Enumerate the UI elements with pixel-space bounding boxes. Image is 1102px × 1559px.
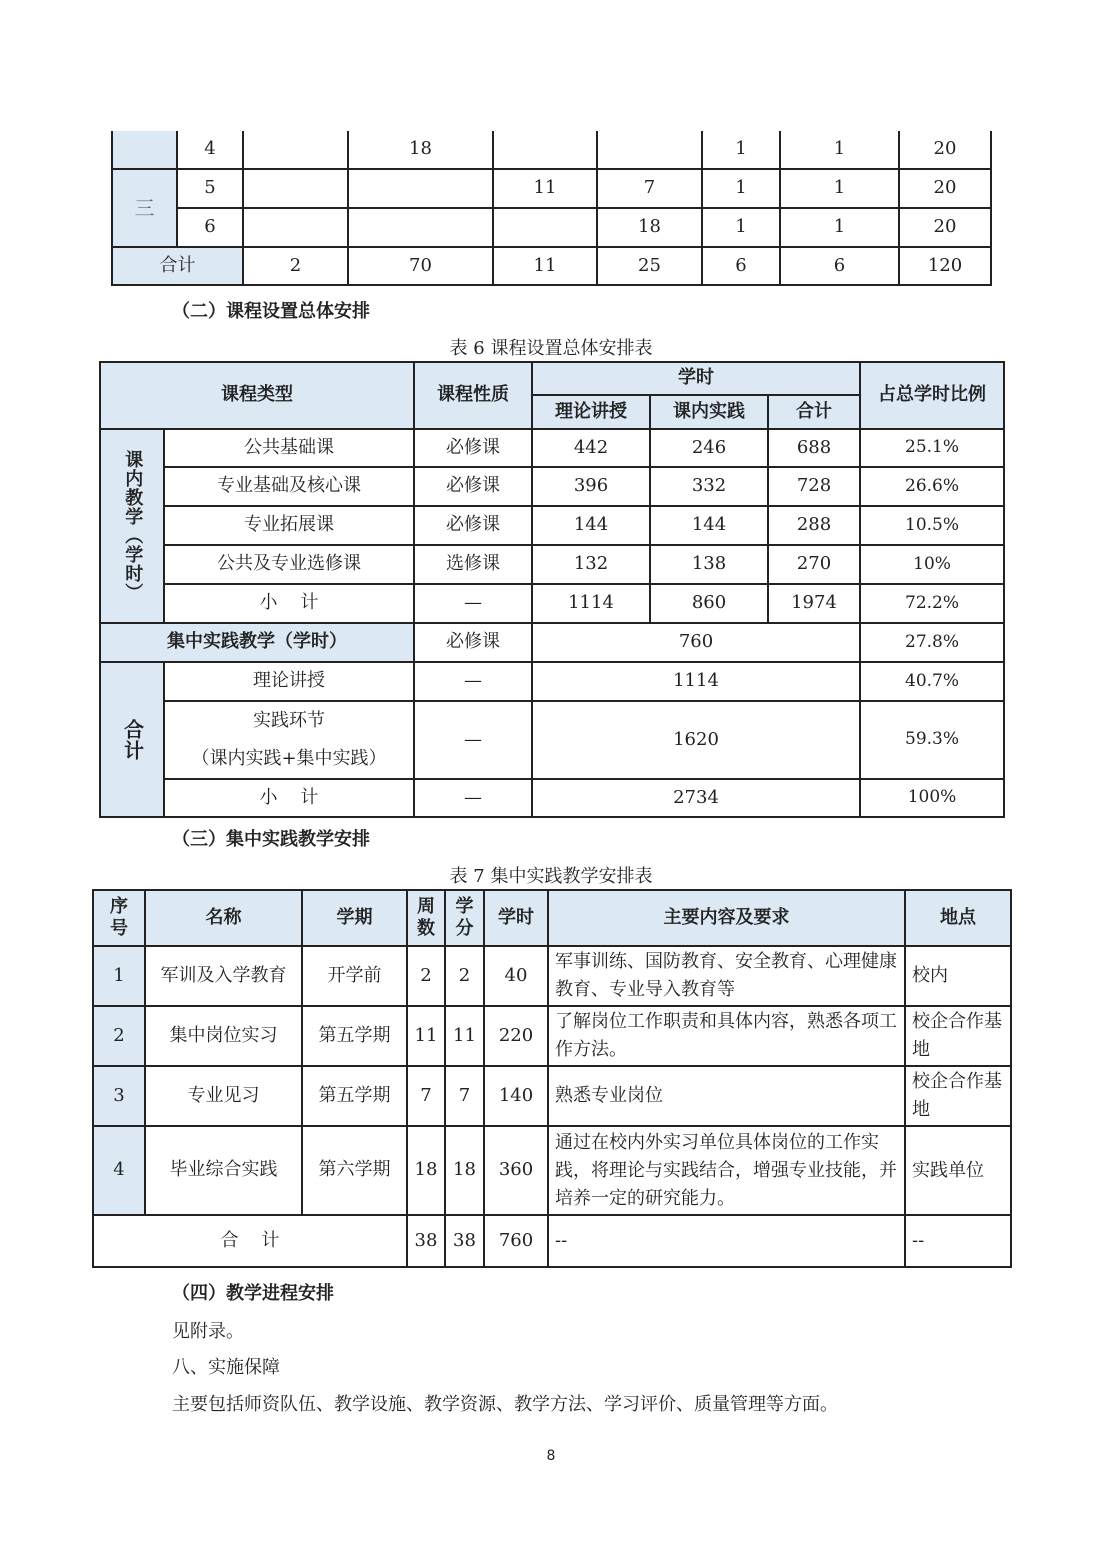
table-row — [100, 701, 1004, 779]
table-cell: 10% — [860, 545, 1004, 584]
table-row — [112, 208, 991, 247]
table-cell: 军事训练、国防教育、安全教育、心理健康教育、专业导入教育等 — [548, 946, 905, 1006]
table-cell: 20 — [899, 208, 991, 247]
term-cell: 4 — [177, 131, 243, 169]
table-cell: 必修课 — [414, 623, 532, 662]
section-heading: （四）教学进程安排 — [172, 1283, 334, 1304]
table-cell: 1 — [780, 208, 899, 247]
table-cell: 1974 — [768, 584, 860, 623]
table-caption: 表 7 集中实践教学安排表 — [449, 866, 653, 887]
table-cell: 必修课 — [414, 429, 532, 467]
year-cell — [112, 131, 177, 169]
header-term: 学期 — [302, 890, 407, 946]
table-cell: 选修课 — [414, 545, 532, 584]
table-row — [93, 1215, 1011, 1267]
table-cell: 728 — [768, 467, 860, 506]
course-name-line: （课内实践+集中实践） — [191, 748, 387, 769]
table-row — [93, 1066, 1011, 1126]
table-cell: 1114 — [532, 662, 860, 701]
table-cell: 25 — [597, 247, 702, 285]
row-number: 2 — [93, 1006, 145, 1066]
table-header-row — [93, 890, 1011, 946]
table-cell: 59.3% — [860, 701, 1004, 779]
table-cell: 专业见习 — [145, 1066, 302, 1126]
course-name: 专业基础及核心课 — [164, 467, 414, 506]
table-7-practice-schedule — [92, 889, 1012, 1268]
table-cell: 70 — [348, 247, 493, 285]
table-cell: 2 — [445, 946, 484, 1006]
table-cell: 138 — [650, 545, 768, 584]
table-cell: 860 — [650, 584, 768, 623]
section-heading: （二）课程设置总体安排 — [172, 301, 370, 322]
course-name: 理论讲授 — [164, 662, 414, 701]
header-nature: 课程性质 — [414, 362, 532, 429]
table-cell: 18 — [407, 1126, 445, 1215]
course-name: 公共及专业选修课 — [164, 545, 414, 584]
table-cell: -- — [548, 1215, 905, 1267]
table-cell: 2 — [243, 247, 348, 285]
table-cell: 140 — [484, 1066, 548, 1126]
paragraph: 主要包括师资队伍、教学设施、教学资源、教学方法、学习评价、质量管理等方面。 — [172, 1394, 838, 1415]
table-row — [100, 545, 1004, 584]
term-cell: 5 — [177, 169, 243, 208]
table-cell: 38 — [407, 1215, 445, 1267]
table-row — [100, 429, 1004, 467]
table-5-continuation — [111, 131, 992, 286]
table-cell: 760 — [484, 1215, 548, 1267]
table-cell: 120 — [899, 247, 991, 285]
table-cell: — — [414, 779, 532, 817]
header-type: 课程类型 — [100, 362, 414, 429]
table-cell: 7 — [407, 1066, 445, 1126]
paragraph: 见附录。 — [172, 1321, 244, 1342]
table-cell: 毕业综合实践 — [145, 1126, 302, 1215]
table-cell: 38 — [445, 1215, 484, 1267]
table-cell: 144 — [650, 506, 768, 545]
table-cell — [348, 169, 493, 208]
table-cell: 1 — [702, 208, 780, 247]
header-hours: 学时 — [532, 362, 860, 395]
table-cell: 6 — [780, 247, 899, 285]
table-cell: 132 — [532, 545, 650, 584]
table-cell: 1 — [702, 131, 780, 169]
course-name: 专业拓展课 — [164, 506, 414, 545]
subtotal-label: 小 计 — [164, 779, 414, 817]
table-header-row — [100, 362, 1004, 395]
table-cell: 校企合作基地 — [905, 1066, 1011, 1126]
table-row — [100, 506, 1004, 545]
table-cell: 10.5% — [860, 506, 1004, 545]
subtotal-label: 小 计 — [164, 584, 414, 623]
table-cell — [243, 208, 348, 247]
table-cell: 332 — [650, 467, 768, 506]
header-credits — [445, 890, 484, 946]
table-row — [100, 662, 1004, 701]
row-number: 1 — [93, 946, 145, 1006]
header-place: 地点 — [905, 890, 1011, 946]
table-row — [93, 1126, 1011, 1215]
table-cell: 27.8% — [860, 623, 1004, 662]
year-cell: 三 — [112, 169, 177, 247]
section-heading: （三）集中实践教学安排 — [172, 829, 370, 850]
table-cell: 了解岗位工作职责和具体内容，熟悉各项工作方法。 — [548, 1006, 905, 1066]
table-cell: — — [414, 584, 532, 623]
table-cell: 7 — [445, 1066, 484, 1126]
group-label-total — [100, 662, 164, 817]
table-cell: 40.7% — [860, 662, 1004, 701]
group-label-text: 课内教学（学时） — [122, 450, 144, 602]
table-cell: 通过在校内外实习单位具体岗位的工作实践，将理论与实践结合，增强专业技能，并培养一定的研究能力。 — [548, 1126, 905, 1215]
table-cell: 1 — [780, 131, 899, 169]
table-cell: — — [414, 701, 532, 779]
table-cell: 360 — [484, 1126, 548, 1215]
header-text: 序号 — [109, 895, 128, 939]
table-cell: 集中岗位实习 — [145, 1006, 302, 1066]
table-cell — [493, 208, 597, 247]
header-no — [93, 890, 145, 946]
table-cell — [243, 131, 348, 169]
table-row — [112, 131, 991, 169]
table-cell: 11 — [493, 247, 597, 285]
table-cell: 100% — [860, 779, 1004, 817]
table-cell: 25.1% — [860, 429, 1004, 467]
term-cell: 6 — [177, 208, 243, 247]
table-cell: 18 — [597, 208, 702, 247]
course-name — [164, 701, 414, 779]
table-cell: 11 — [493, 169, 597, 208]
table-cell: 760 — [532, 623, 860, 662]
header-content: 主要内容及要求 — [548, 890, 905, 946]
table-cell — [493, 131, 597, 169]
table-cell: 校企合作基地 — [905, 1006, 1011, 1066]
total-label: 合 计 — [93, 1215, 407, 1267]
table-cell: 开学前 — [302, 946, 407, 1006]
table-row — [93, 1006, 1011, 1066]
table-cell: 442 — [532, 429, 650, 467]
header-theory: 理论讲授 — [532, 395, 650, 429]
table-cell: 288 — [768, 506, 860, 545]
header-ratio: 占总学时比例 — [860, 362, 1004, 429]
table-cell: 1 — [702, 169, 780, 208]
table-cell: 11 — [407, 1006, 445, 1066]
table-cell: 1114 — [532, 584, 650, 623]
table-cell: 6 — [702, 247, 780, 285]
table-cell: 熟悉专业岗位 — [548, 1066, 905, 1126]
course-name-line: 实践环节 — [253, 710, 325, 731]
group-label-in-class — [100, 429, 164, 623]
table-caption: 表 6 课程设置总体安排表 — [449, 338, 653, 359]
table-cell: 396 — [532, 467, 650, 506]
table-cell: 40 — [484, 946, 548, 1006]
table-cell — [597, 131, 702, 169]
table-cell: 18 — [445, 1126, 484, 1215]
table-cell: 688 — [768, 429, 860, 467]
row-number: 4 — [93, 1126, 145, 1215]
header-sum: 合计 — [768, 395, 860, 429]
table-cell: 220 — [484, 1006, 548, 1066]
table-cell: 必修课 — [414, 467, 532, 506]
table-row — [100, 584, 1004, 623]
table-cell: 20 — [899, 131, 991, 169]
table-cell: 必修课 — [414, 506, 532, 545]
row-number: 3 — [93, 1066, 145, 1126]
header-text: 学分 — [455, 895, 474, 939]
table-cell: 20 — [899, 169, 991, 208]
table-cell: 实践单位 — [905, 1126, 1011, 1215]
table-row — [93, 946, 1011, 1006]
table-cell: 18 — [348, 131, 493, 169]
table-cell: 11 — [445, 1006, 484, 1066]
table-cell: 第五学期 — [302, 1066, 407, 1126]
table-cell: 7 — [597, 169, 702, 208]
table-row — [112, 247, 991, 285]
table-cell: 26.6% — [860, 467, 1004, 506]
header-weeks — [407, 890, 445, 946]
table-row — [100, 779, 1004, 817]
table-cell: 270 — [768, 545, 860, 584]
table-cell: 246 — [650, 429, 768, 467]
table-cell: — — [414, 662, 532, 701]
table-cell: 第五学期 — [302, 1006, 407, 1066]
table-6-course-overview — [99, 361, 1005, 818]
course-name: 公共基础课 — [164, 429, 414, 467]
table-cell — [243, 169, 348, 208]
table-cell: -- — [905, 1215, 1011, 1267]
header-practice: 课内实践 — [650, 395, 768, 429]
table-cell: 144 — [532, 506, 650, 545]
header-hours: 学时 — [484, 890, 548, 946]
table-row — [112, 169, 991, 208]
table-cell: 军训及入学教育 — [145, 946, 302, 1006]
table-cell: 2 — [407, 946, 445, 1006]
table-cell: 2734 — [532, 779, 860, 817]
header-name: 名称 — [145, 890, 302, 946]
header-text: 周数 — [416, 895, 435, 939]
table-row — [100, 623, 1004, 662]
table-row — [100, 467, 1004, 506]
table-cell: 1 — [780, 169, 899, 208]
table-cell — [348, 208, 493, 247]
table-cell: 72.2% — [860, 584, 1004, 623]
group-label-text: 合计 — [120, 718, 145, 761]
section-heading: 八、实施保障 — [172, 1357, 280, 1378]
total-label: 合计 — [112, 247, 243, 285]
table-cell: 校内 — [905, 946, 1011, 1006]
concentrated-practice-label: 集中实践教学（学时） — [100, 623, 414, 662]
table-cell: 第六学期 — [302, 1126, 407, 1215]
table-cell: 1620 — [532, 701, 860, 779]
page-number: 8 — [546, 1448, 556, 1464]
